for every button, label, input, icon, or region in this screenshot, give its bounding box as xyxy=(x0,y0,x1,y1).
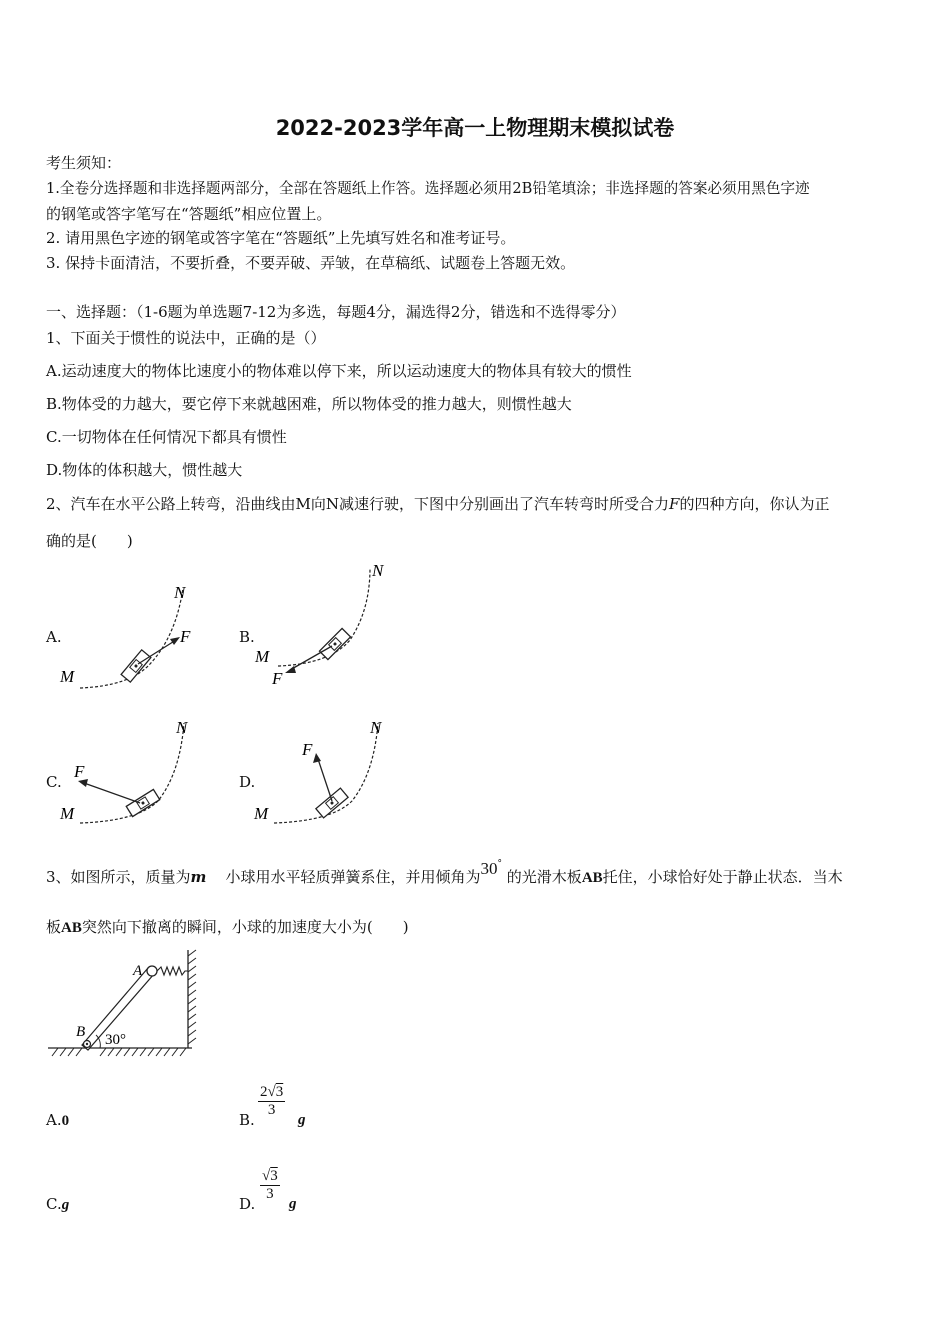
label-f: F xyxy=(272,669,283,688)
q3-board-ab-2: AB xyxy=(61,920,82,936)
q3-option-a xyxy=(46,1110,69,1131)
q2-figure-b xyxy=(250,558,400,690)
q2-figure-c xyxy=(58,715,208,830)
q2-figure-d xyxy=(252,715,402,830)
q3-option-a-value: 0 xyxy=(61,1113,70,1129)
notice-heading: 考生须知： xyxy=(46,154,122,172)
q3-option-d-fraction xyxy=(260,1168,280,1203)
q2-stem-line-1 xyxy=(46,494,829,514)
label-n: N xyxy=(372,561,384,580)
q3-angle-degree: ° xyxy=(497,859,503,869)
q3-stem-text-2b: 突然向下撤离的瞬间，小球的加速度大小为( ) xyxy=(81,918,409,936)
notice-line-2: 2. 请用黑色字迹的钢笔或答字笔在“答题纸”上先填写姓名和准考证号。 xyxy=(46,229,516,247)
label-m: M xyxy=(60,804,75,823)
fraction-denominator: 3 xyxy=(266,1186,274,1202)
q3-option-b-label: B. xyxy=(239,1111,255,1129)
notice-line-1-cont: 的钢笔或答字笔写在“答题纸”相应位置上。 xyxy=(46,205,332,223)
page-title: 2022-2023学年高一上物理期末模拟试卷 xyxy=(275,116,675,140)
q2-stem-text-1: 2、汽车在水平公路上转弯，沿曲线由M向N减速行驶，下图中分别画出了汽车转弯时所受合力 xyxy=(46,495,670,513)
q1-option-a: A.运动速度大的物体比速度小的物体难以停下来，所以运动速度大的物体具有较大的惯性 xyxy=(46,362,632,380)
label-f: F xyxy=(180,627,191,646)
q2-stem-line-2: 确的是( ) xyxy=(46,532,133,550)
label-f: F xyxy=(74,762,85,781)
q3-option-b-g: g xyxy=(298,1112,306,1128)
q3-board-ab: AB xyxy=(581,870,603,886)
q1-option-b: B.物体受的力越大，要它停下来就越困难，所以物体受的推力越大，则惯性越大 xyxy=(46,395,572,413)
q2-option-c-label: C. xyxy=(46,773,62,791)
label-n: N xyxy=(176,718,188,737)
q3-option-b-fraction xyxy=(258,1084,285,1119)
force-arrow xyxy=(84,783,140,803)
notice-line-3: 3. 保持卡面清洁，不要折叠，不要弄破、弄皱，在草稿纸、试题卷上答题无效。 xyxy=(46,254,576,272)
q2-stem-force-symbol: F xyxy=(669,495,680,513)
q3-angle-value: 30 xyxy=(480,859,498,878)
q3-option-a-label: A. xyxy=(46,1111,62,1129)
q3-option-c-label: C. xyxy=(46,1195,62,1213)
q3-stem-text-d: 托住，小球恰好处于静止状态．当木 xyxy=(602,868,843,886)
force-arrow xyxy=(318,759,332,801)
spring xyxy=(157,967,188,975)
q3-stem-text-b: 小球用水平轻质弹簧系住，并用倾角为 xyxy=(225,868,481,886)
q2-figure-a xyxy=(58,578,208,696)
q2-stem-text-1b: 的四种方向，你认为正 xyxy=(679,495,830,513)
label-m: M xyxy=(60,667,75,686)
q2-option-d-label: D. xyxy=(239,773,256,791)
wall-hatching xyxy=(188,950,196,1044)
car-icon xyxy=(316,788,348,818)
ball xyxy=(147,966,157,976)
q3-stem-text-c: 的光滑木板 xyxy=(506,868,582,886)
q1-stem: 1、下面关于惯性的说法中，正确的是（） xyxy=(46,329,326,347)
notice-line-1: 1.全卷分选择题和非选择题两部分，全部在答题纸上作答。选择题必须用2B铅笔填涂；非选择题的答案必须用黑色字迹 xyxy=(46,180,810,197)
label-a: A xyxy=(133,963,143,979)
q3-option-d-g: g xyxy=(289,1196,297,1212)
label-m: M xyxy=(254,804,269,823)
fraction-numerator: 2√3 xyxy=(260,1084,284,1100)
label-m: M xyxy=(255,647,270,666)
ground-hatching xyxy=(52,1048,186,1056)
car-icon xyxy=(121,650,151,682)
fraction-denominator: 3 xyxy=(267,1102,276,1118)
q3-stem-text-a: 3、如图所示，质量为 xyxy=(46,868,191,886)
arrow-head-icon xyxy=(170,637,180,645)
q3-stem-text-2a: 板 xyxy=(46,918,62,936)
angle-label: 30° xyxy=(105,1032,126,1048)
q1-option-d: D.物体的体积越大，惯性越大 xyxy=(46,461,243,479)
label-n: N xyxy=(370,718,382,737)
q1-option-c: C.一切物体在任何情况下都具有惯性 xyxy=(46,428,287,446)
q2-option-b-label: B. xyxy=(239,628,255,646)
q3-figure xyxy=(44,948,204,1060)
q3-stem-line-1 xyxy=(46,859,843,890)
label-n: N xyxy=(174,583,186,602)
q3-option-c xyxy=(46,1194,69,1215)
label-f: F xyxy=(302,740,313,759)
q3-mass-symbol: m xyxy=(190,868,207,886)
q3-option-d-label: D. xyxy=(239,1195,256,1213)
section-heading: 一、选择题：（1-6题为单选题7-12为多选，每题4分，漏选得2分，错选和不选得零分） xyxy=(46,303,626,321)
q3-stem-line-2 xyxy=(46,917,409,938)
q2-option-a-label: A. xyxy=(46,628,62,646)
arrow-head-icon xyxy=(313,753,321,763)
label-b: B xyxy=(76,1024,86,1040)
car-icon xyxy=(126,789,159,816)
fraction-numerator: √3 xyxy=(262,1168,278,1184)
q3-option-c-value: g xyxy=(61,1197,70,1213)
